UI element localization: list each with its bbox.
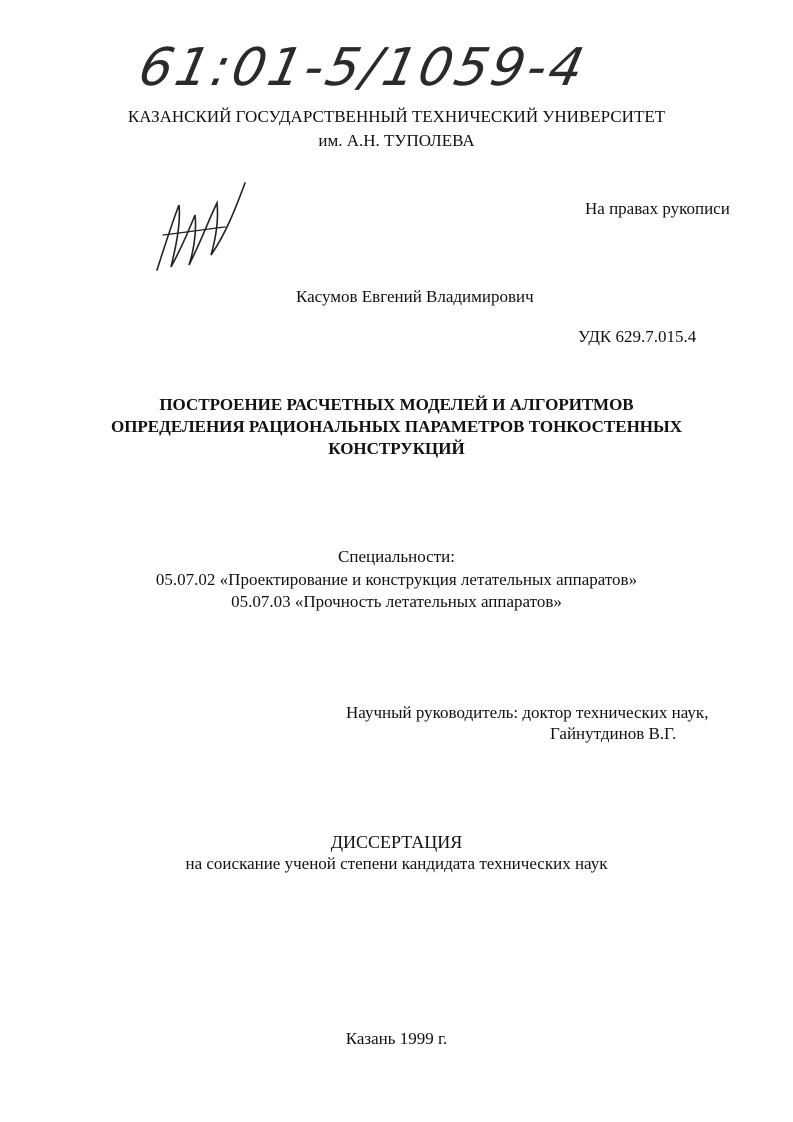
dissertation-subtitle: на соискание ученой степени кандидата технических наук [185,854,608,873]
thesis-title-line-3: КОНСТРУКЦИЙ [328,439,465,458]
city-year: Казань 1999 г. [345,1029,448,1048]
manuscript-note: На правах рукописи [585,199,730,218]
supervisor-title: Научный руководитель: доктор технических наук, [346,703,709,722]
specialty-item: 05.07.02 «Проектирование и конструкция летательных аппаратов» [155,570,638,589]
supervisor-name: Гайнутдинов В.Г. [550,724,677,743]
university-name: КАЗАНСКИЙ ГОСУДАРСТВЕННЫЙ ТЕХНИЧЕСКИЙ УНИВЕРСИТЕТ [127,107,666,126]
specialties-label: Специальности: [338,547,455,566]
author-name: Касумов Евгений Владимирович [296,287,534,306]
handwritten-signature [145,175,255,285]
dissertation-label: ДИССЕРТАЦИЯ [330,832,463,852]
specialty-item: 05.07.03 «Прочность летательных аппаратов» [231,592,562,611]
university-named-after: им. А.Н. ТУПОЛЕВА [318,131,475,150]
udc-code: УДК 629.7.015.4 [578,327,697,346]
handwritten-archive-number: 61:01-5/1059-4 [133,38,592,98]
thesis-title-line-2: ОПРЕДЕЛЕНИЯ РАЦИОНАЛЬНЫХ ПАРАМЕТРОВ ТОНКОСТЕННЫХ [110,417,683,436]
thesis-title-line-1: ПОСТРОЕНИЕ РАСЧЕТНЫХ МОДЕЛЕЙ И АЛГОРИТМОВ [159,395,634,414]
